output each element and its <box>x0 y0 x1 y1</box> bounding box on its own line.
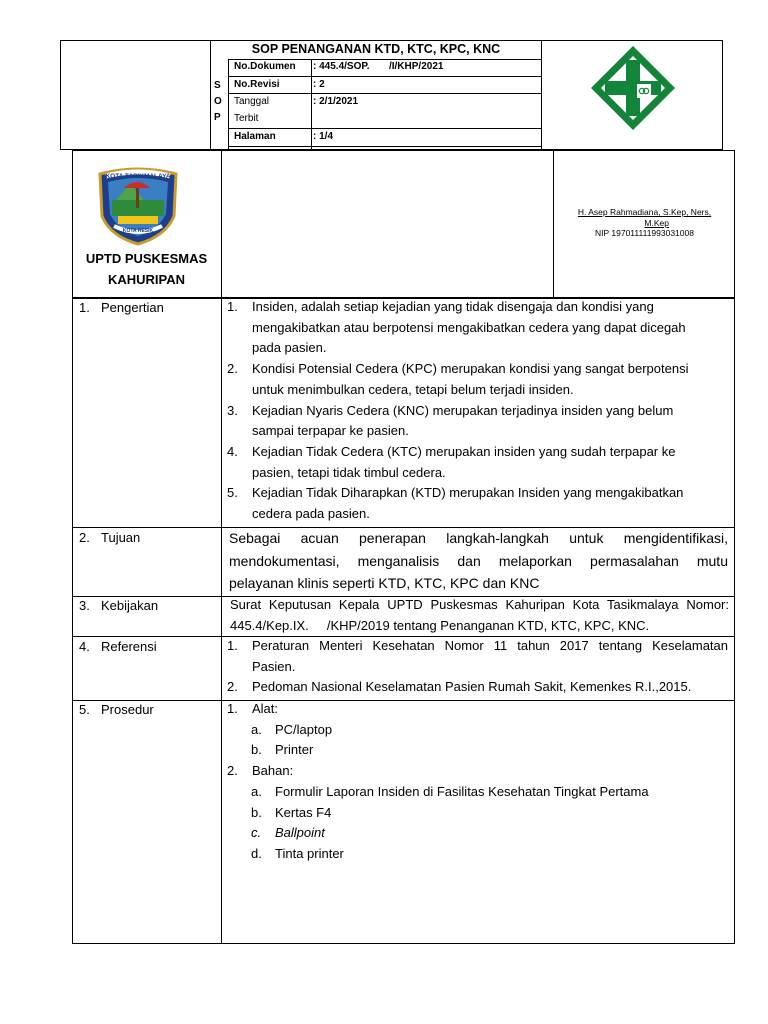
item-number: 1. <box>227 638 238 653</box>
list-item <box>227 442 732 483</box>
label-text: Prosedur <box>101 702 154 717</box>
header-right-divider <box>541 40 542 150</box>
label-text: Kebijakan <box>101 598 159 613</box>
item-letter: b. <box>251 804 262 820</box>
kebijakan-line: Surat Keputusan Kepala UPTD Puskesmas Kahuripan Kota Tasikmalaya Nomor: <box>230 597 729 612</box>
meta-label-norevisi: No.Revisi <box>234 79 280 90</box>
list-item <box>227 483 732 524</box>
item-number: 2. <box>227 679 238 695</box>
item-text: Formulir Laporan Insiden di Fasilitas Kesehatan Tingkat Pertama <box>275 783 649 799</box>
content-column-divider <box>221 298 222 944</box>
item-letter: a. <box>251 783 262 799</box>
meta-label-terbit: Terbit <box>234 113 259 124</box>
tujuan-line: Sebagai acuan penerapan langkah-langkah untuk mengidentifikasi, <box>229 530 728 546</box>
bahan-item <box>227 844 728 865</box>
item-letter: b. <box>251 742 262 758</box>
item-text: Printer <box>275 742 314 758</box>
bahan-item <box>227 823 728 844</box>
label-number: 3. <box>79 598 90 613</box>
label-number: 5. <box>79 702 90 717</box>
item-text: Kondisi Potensial Cedera (KPC) merupakan kondisi yang sangat berpotensi <box>252 361 689 377</box>
meta-row-line <box>228 128 541 129</box>
item-text: Pasien. <box>252 658 296 674</box>
label-referensi <box>79 639 157 654</box>
alat-heading <box>227 699 728 720</box>
alat-item <box>227 720 728 741</box>
tujuan-line: mendokumentasi, menganalisis dan melaporkan permasalahan mutu <box>229 552 728 569</box>
meta-label-divider <box>311 59 312 150</box>
item-text: Ballpoint <box>275 825 325 841</box>
alat-item <box>227 740 728 761</box>
item-number: 1. <box>227 299 238 314</box>
item-text: Bahan: <box>252 763 294 779</box>
item-letter: c. <box>251 825 262 841</box>
title-divider <box>228 59 541 60</box>
item-text: pada pasien. <box>252 340 327 356</box>
sop-letter-o: O <box>214 96 222 107</box>
label-kebijakan <box>79 598 158 613</box>
label-prosedur <box>79 702 154 717</box>
city-seal-emblem <box>96 166 180 246</box>
org-name-line2: KAHURIPAN <box>107 272 186 287</box>
item-text: cedera pada pasien. <box>252 506 370 522</box>
signatory-nip: NIP 197011111993031008 <box>595 228 694 238</box>
item-text: Kejadian Tidak Cedera (KTC) merupakan insiden yang sudah terpapar ke <box>252 443 676 459</box>
meta-row-line <box>228 93 541 94</box>
kebijakan-text <box>230 595 729 636</box>
label-text: Pengertian <box>101 300 164 315</box>
tujuan-text <box>229 527 728 595</box>
item-text: sampai terpapar ke pasien. <box>252 423 409 439</box>
item-text: Kejadian Tidak Diharapkan (KTD) merupakan Insiden yang mengakibatkan <box>252 485 684 501</box>
item-number: 1. <box>227 701 238 716</box>
item-number: 5. <box>227 485 238 501</box>
label-pengertian <box>79 300 164 315</box>
item-text: untuk menimbulkan cedera, tetapi belum terjadi insiden. <box>252 381 574 397</box>
meta-label-nodokumen: No.Dokumen <box>234 61 296 72</box>
label-number: 1. <box>79 300 90 315</box>
meta-row-line <box>228 76 541 77</box>
org-divider-left <box>221 150 222 298</box>
org-name-line1: UPTD PUSKESMAS <box>85 251 208 266</box>
list-item <box>227 677 728 698</box>
referensi-list <box>227 636 728 698</box>
signatory-name-line2: M.Kep <box>644 218 669 228</box>
signatory-name-line1: H. Asep Rahmadiana, S.Kep, Ners, <box>577 207 712 217</box>
item-number: 2. <box>227 763 238 779</box>
item-text: Insiden, adalah setiap kejadian yang tidak disengaja dan kondisi yang <box>252 299 654 314</box>
meta-value-tanggal: : 2/1/2021 <box>313 96 359 107</box>
item-text: mengakibatkan atau berpotensi mengakibatkan cedera yang dapat dicegah <box>252 319 686 335</box>
item-text: Alat: <box>252 701 279 716</box>
item-text: Pedoman Nasional Keselamatan Pasien Rumah Sakit, Kemenkes R.I.,2015. <box>252 679 692 695</box>
tujuan-line: pelayanan klinis seperti KTD, KTC, KPC dan KNC <box>229 575 540 591</box>
seal-top-text: KOTA TASIKMALAYA <box>105 173 171 180</box>
item-letter: a. <box>251 721 262 737</box>
item-text: Peraturan Menteri Kesehatan Nomor 11 tahun 2017 tentang Keselamatan <box>252 638 728 653</box>
prosedur-content <box>227 699 728 865</box>
item-text: Kejadian Nyaris Cedera (KNC) merupakan terjadinya insiden yang belum <box>252 402 674 418</box>
label-tujuan <box>79 530 140 545</box>
label-text: Tujuan <box>101 530 141 545</box>
item-number: 4. <box>227 443 238 459</box>
sop-column-divider <box>228 59 229 150</box>
meta-row-line <box>228 146 541 147</box>
pengertian-list <box>227 297 732 525</box>
list-item <box>227 401 732 442</box>
sop-letter-p: P <box>214 112 221 123</box>
bahan-item <box>227 782 728 803</box>
list-item <box>227 297 732 359</box>
bahan-item <box>227 803 728 824</box>
item-number: 3. <box>227 402 238 418</box>
sop-letter-s: S <box>214 80 221 91</box>
item-text: Tinta printer <box>275 845 344 861</box>
meta-label-halaman: Halaman <box>234 131 276 142</box>
list-item <box>227 636 728 677</box>
item-text: Kertas F4 <box>275 804 332 820</box>
meta-value-halaman: : 1/4 <box>313 131 334 142</box>
meta-value-norevisi: : 2 <box>313 79 325 90</box>
bahan-heading <box>227 761 728 782</box>
item-number: 2. <box>227 361 238 377</box>
label-text: Referensi <box>101 639 157 654</box>
label-number: 2. <box>79 530 90 545</box>
seal-bottom-text: KOTA RESIK <box>122 228 154 234</box>
meta-value-nodokumen: : 445.4/SOP. /I/KHP/2021 <box>313 61 444 72</box>
sop-title: SOP PENANGANAN KTD, KTC, KPC, KNC <box>251 42 501 56</box>
puskesmas-logo <box>589 44 677 132</box>
kebijakan-line: 445.4/Kep.IX. /KHP/2019 tentang Penanganan KTD, KTC, KPC, KNC. <box>230 617 650 633</box>
item-letter: d. <box>251 845 262 861</box>
meta-label-tanggal: Tanggal <box>234 96 270 107</box>
item-text: PC/laptop <box>275 721 333 737</box>
label-number: 4. <box>79 639 90 654</box>
list-item <box>227 359 732 400</box>
item-text: pasien, tetapi tidak timbul cedera. <box>252 464 446 480</box>
